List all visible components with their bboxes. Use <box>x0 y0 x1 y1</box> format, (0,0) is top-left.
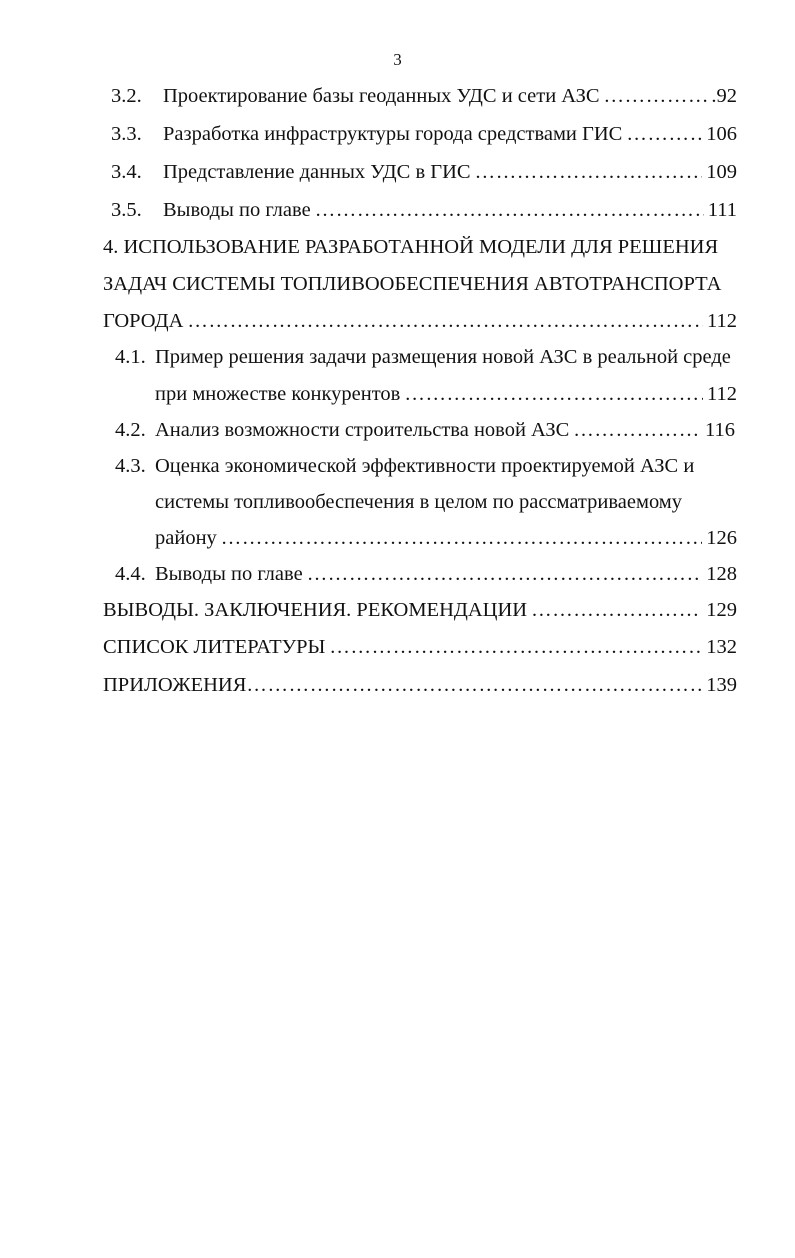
dot-leader <box>404 378 703 410</box>
toc-entry-3-3[interactable] <box>111 118 737 150</box>
chapter-4-title-line-2[interactable]: ЗАДАЧ СИСТЕМЫ ТОПЛИВООБЕСПЕЧЕНИЯ АВТОТРАНСПОРТА <box>103 273 722 295</box>
toc-entry-number: 3.4. <box>111 161 142 183</box>
toc-entry-page: 128 <box>706 563 737 585</box>
page-number: 3 <box>393 50 402 69</box>
chapter-4-title-line-1[interactable]: 4. ИСПОЛЬЗОВАНИЕ РАЗРАБОТАННОЙ МОДЕЛИ ДЛЯ РЕШЕНИЯ <box>103 236 719 258</box>
dot-leader <box>626 118 702 150</box>
toc-entry-number: 4.3. <box>115 455 146 477</box>
toc-entry-conclusions[interactable] <box>103 594 737 626</box>
toc-entry-4-2[interactable] <box>115 414 735 446</box>
toc-entry-4-4[interactable] <box>115 558 737 590</box>
toc-entry-title: ВЫВОДЫ. ЗАКЛЮЧЕНИЯ. РЕКОМЕНДАЦИИ <box>103 599 528 621</box>
toc-entry-page: 106 <box>706 123 737 145</box>
toc-entry-3-5[interactable] <box>111 194 737 226</box>
dot-leader <box>246 669 702 701</box>
toc-entry-page: 112 <box>707 383 737 405</box>
toc-entry-page: 112 <box>707 310 737 332</box>
toc-entry-title: Пример решения задачи размещения новой АЗС в реальной среде <box>155 346 731 368</box>
toc-entry-number: 3.3. <box>111 123 142 145</box>
toc-entry-title: ГОРОДА <box>103 310 184 332</box>
toc-entry-3-4[interactable] <box>111 156 737 188</box>
dot-leader <box>187 305 703 337</box>
toc-entry-title: Выводы по главе <box>155 563 303 585</box>
toc-entry-number: 4.2. <box>115 419 146 441</box>
toc-entry-page: 116 <box>705 419 735 441</box>
dot-leader <box>604 80 708 112</box>
toc-entry-page: 126 <box>706 527 737 549</box>
toc-entry-number: 4.4. <box>115 563 146 585</box>
toc-entry-number: 3.5. <box>111 199 142 221</box>
toc-entry-title: Анализ возможности строительства новой АЗС <box>155 419 570 441</box>
toc-entry-page: 109 <box>706 161 737 183</box>
toc-entry-title: Выводы по главе <box>163 199 311 221</box>
toc-entry-page: 139 <box>706 674 737 696</box>
dot-leader <box>573 414 701 446</box>
toc-entry-4-3-line-2[interactable]: системы топливообеспечения в целом по рассматриваемому <box>155 491 683 513</box>
toc-entry-page: .92 <box>711 85 737 107</box>
toc-entry-title: Проектирование базы геоданных УДС и сети АЗС <box>163 85 600 107</box>
toc-entry-title-continued: при множестве конкурентов <box>155 383 401 405</box>
toc-entry-4-1-line-1[interactable] <box>115 341 731 373</box>
toc-entry-page: 129 <box>706 599 737 621</box>
dot-leader <box>315 194 704 226</box>
toc-entry-title: Представление данных УДС в ГИС <box>163 161 471 183</box>
toc-entry-3-2[interactable] <box>111 80 737 112</box>
toc-entry-page: 132 <box>706 636 737 658</box>
toc-entry-4-3[interactable] <box>155 522 737 554</box>
toc-entry-references[interactable] <box>103 631 737 663</box>
toc-entry-chapter-4[interactable] <box>103 305 737 337</box>
dot-leader <box>221 522 702 554</box>
dot-leader <box>531 594 702 626</box>
toc-entry-title: ПРИЛОЖЕНИЯ <box>103 674 247 696</box>
toc-entry-page: 111 <box>707 199 737 221</box>
dot-leader <box>307 558 703 590</box>
toc-entry-title-continued: району <box>155 527 217 549</box>
toc-entry-title: СПИСОК ЛИТЕРАТУРЫ <box>103 636 326 658</box>
toc-entry-number: 4.1. <box>115 346 146 368</box>
toc-entry-appendices[interactable] <box>103 669 737 701</box>
toc-entry-4-3-line-1[interactable] <box>115 450 694 482</box>
toc-entry-title: Разработка инфраструктуры города средствами ГИС <box>163 123 623 145</box>
toc-entry-number: 3.2. <box>111 85 142 107</box>
toc-entry-4-1[interactable] <box>155 378 737 410</box>
dot-leader <box>475 156 703 188</box>
toc-entry-title: Оценка экономической эффективности проектируемой АЗС и <box>155 455 695 477</box>
dot-leader <box>329 631 702 663</box>
